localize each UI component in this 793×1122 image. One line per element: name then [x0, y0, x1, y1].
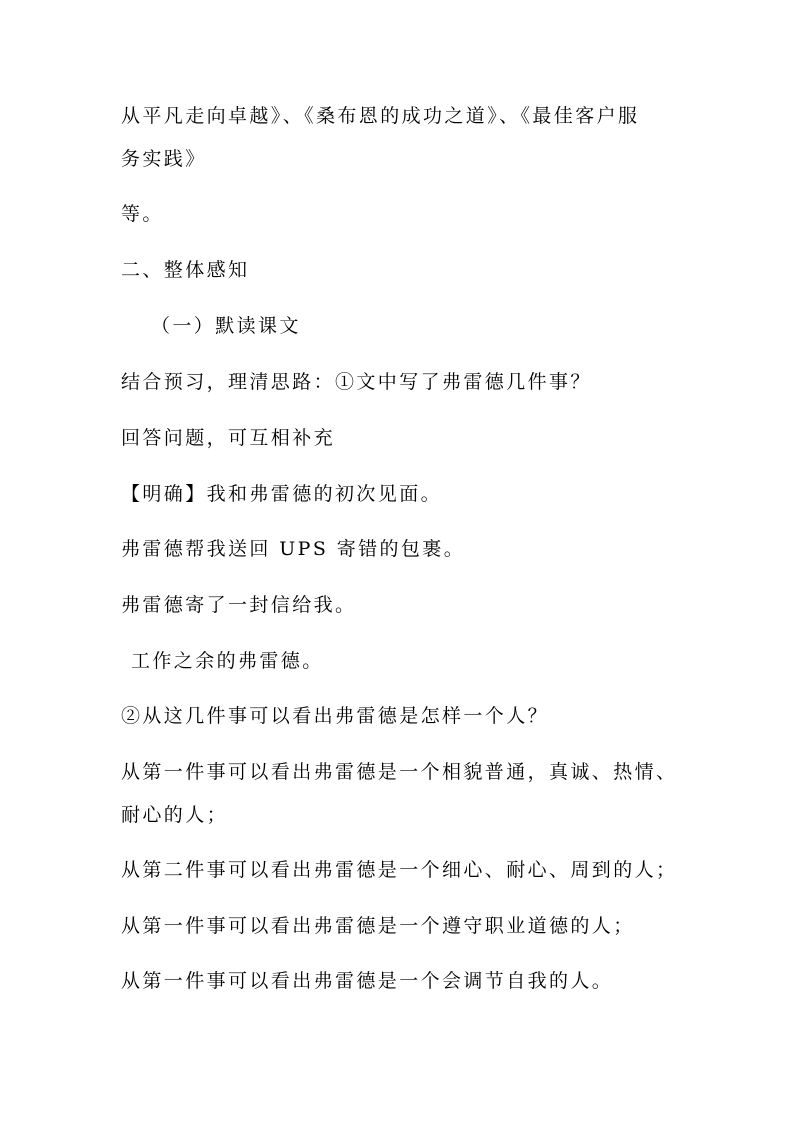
text-line-third-event: 从第一件事可以看出弗雷德是一个遵守职业道德的人； [121, 915, 635, 937]
text-line-letter: 弗雷德寄了一封信给我。 [121, 594, 357, 616]
section-heading-overall: 二、整体感知 [121, 259, 250, 281]
text-line-book-titles: 从平凡走向卓越》、《桑布恩的成功之道》、《最佳客户服 [121, 105, 640, 127]
text-line-after-work: 工作之余的弗雷德。 [131, 650, 324, 672]
text-line-first-event-cont: 耐心的人； [121, 804, 229, 826]
text-line-etc: 等。 [121, 203, 164, 225]
text-line-ups-package: 弗雷德帮我送回 UPS 寄错的包裹。 [121, 538, 466, 560]
text-line-clarify-first-meeting: 【明确】我和弗雷德的初次见面。 [121, 483, 443, 505]
text-line-question-1: 结合预习，理清思路：①文中写了弗雷德几件事？ [121, 371, 592, 393]
text-line-fourth-event: 从第一件事可以看出弗雷德是一个会调节自我的人。 [121, 970, 614, 992]
text-line-book-titles-cont: 务实践》 [121, 148, 207, 170]
text-line-question-2: ②从这几件事可以看出弗雷德是怎样一个人？ [121, 705, 550, 727]
text-line-answer-instruction: 回答问题，可互相补充 [121, 427, 336, 449]
subsection-heading-silent-reading: （一）默读课文 [151, 315, 301, 337]
text-line-first-event: 从第一件事可以看出弗雷德是一个相貌普通，真诚、热情、 [121, 761, 678, 783]
text-line-second-event: 从第二件事可以看出弗雷德是一个细心、耐心、周到的人； [121, 859, 678, 881]
